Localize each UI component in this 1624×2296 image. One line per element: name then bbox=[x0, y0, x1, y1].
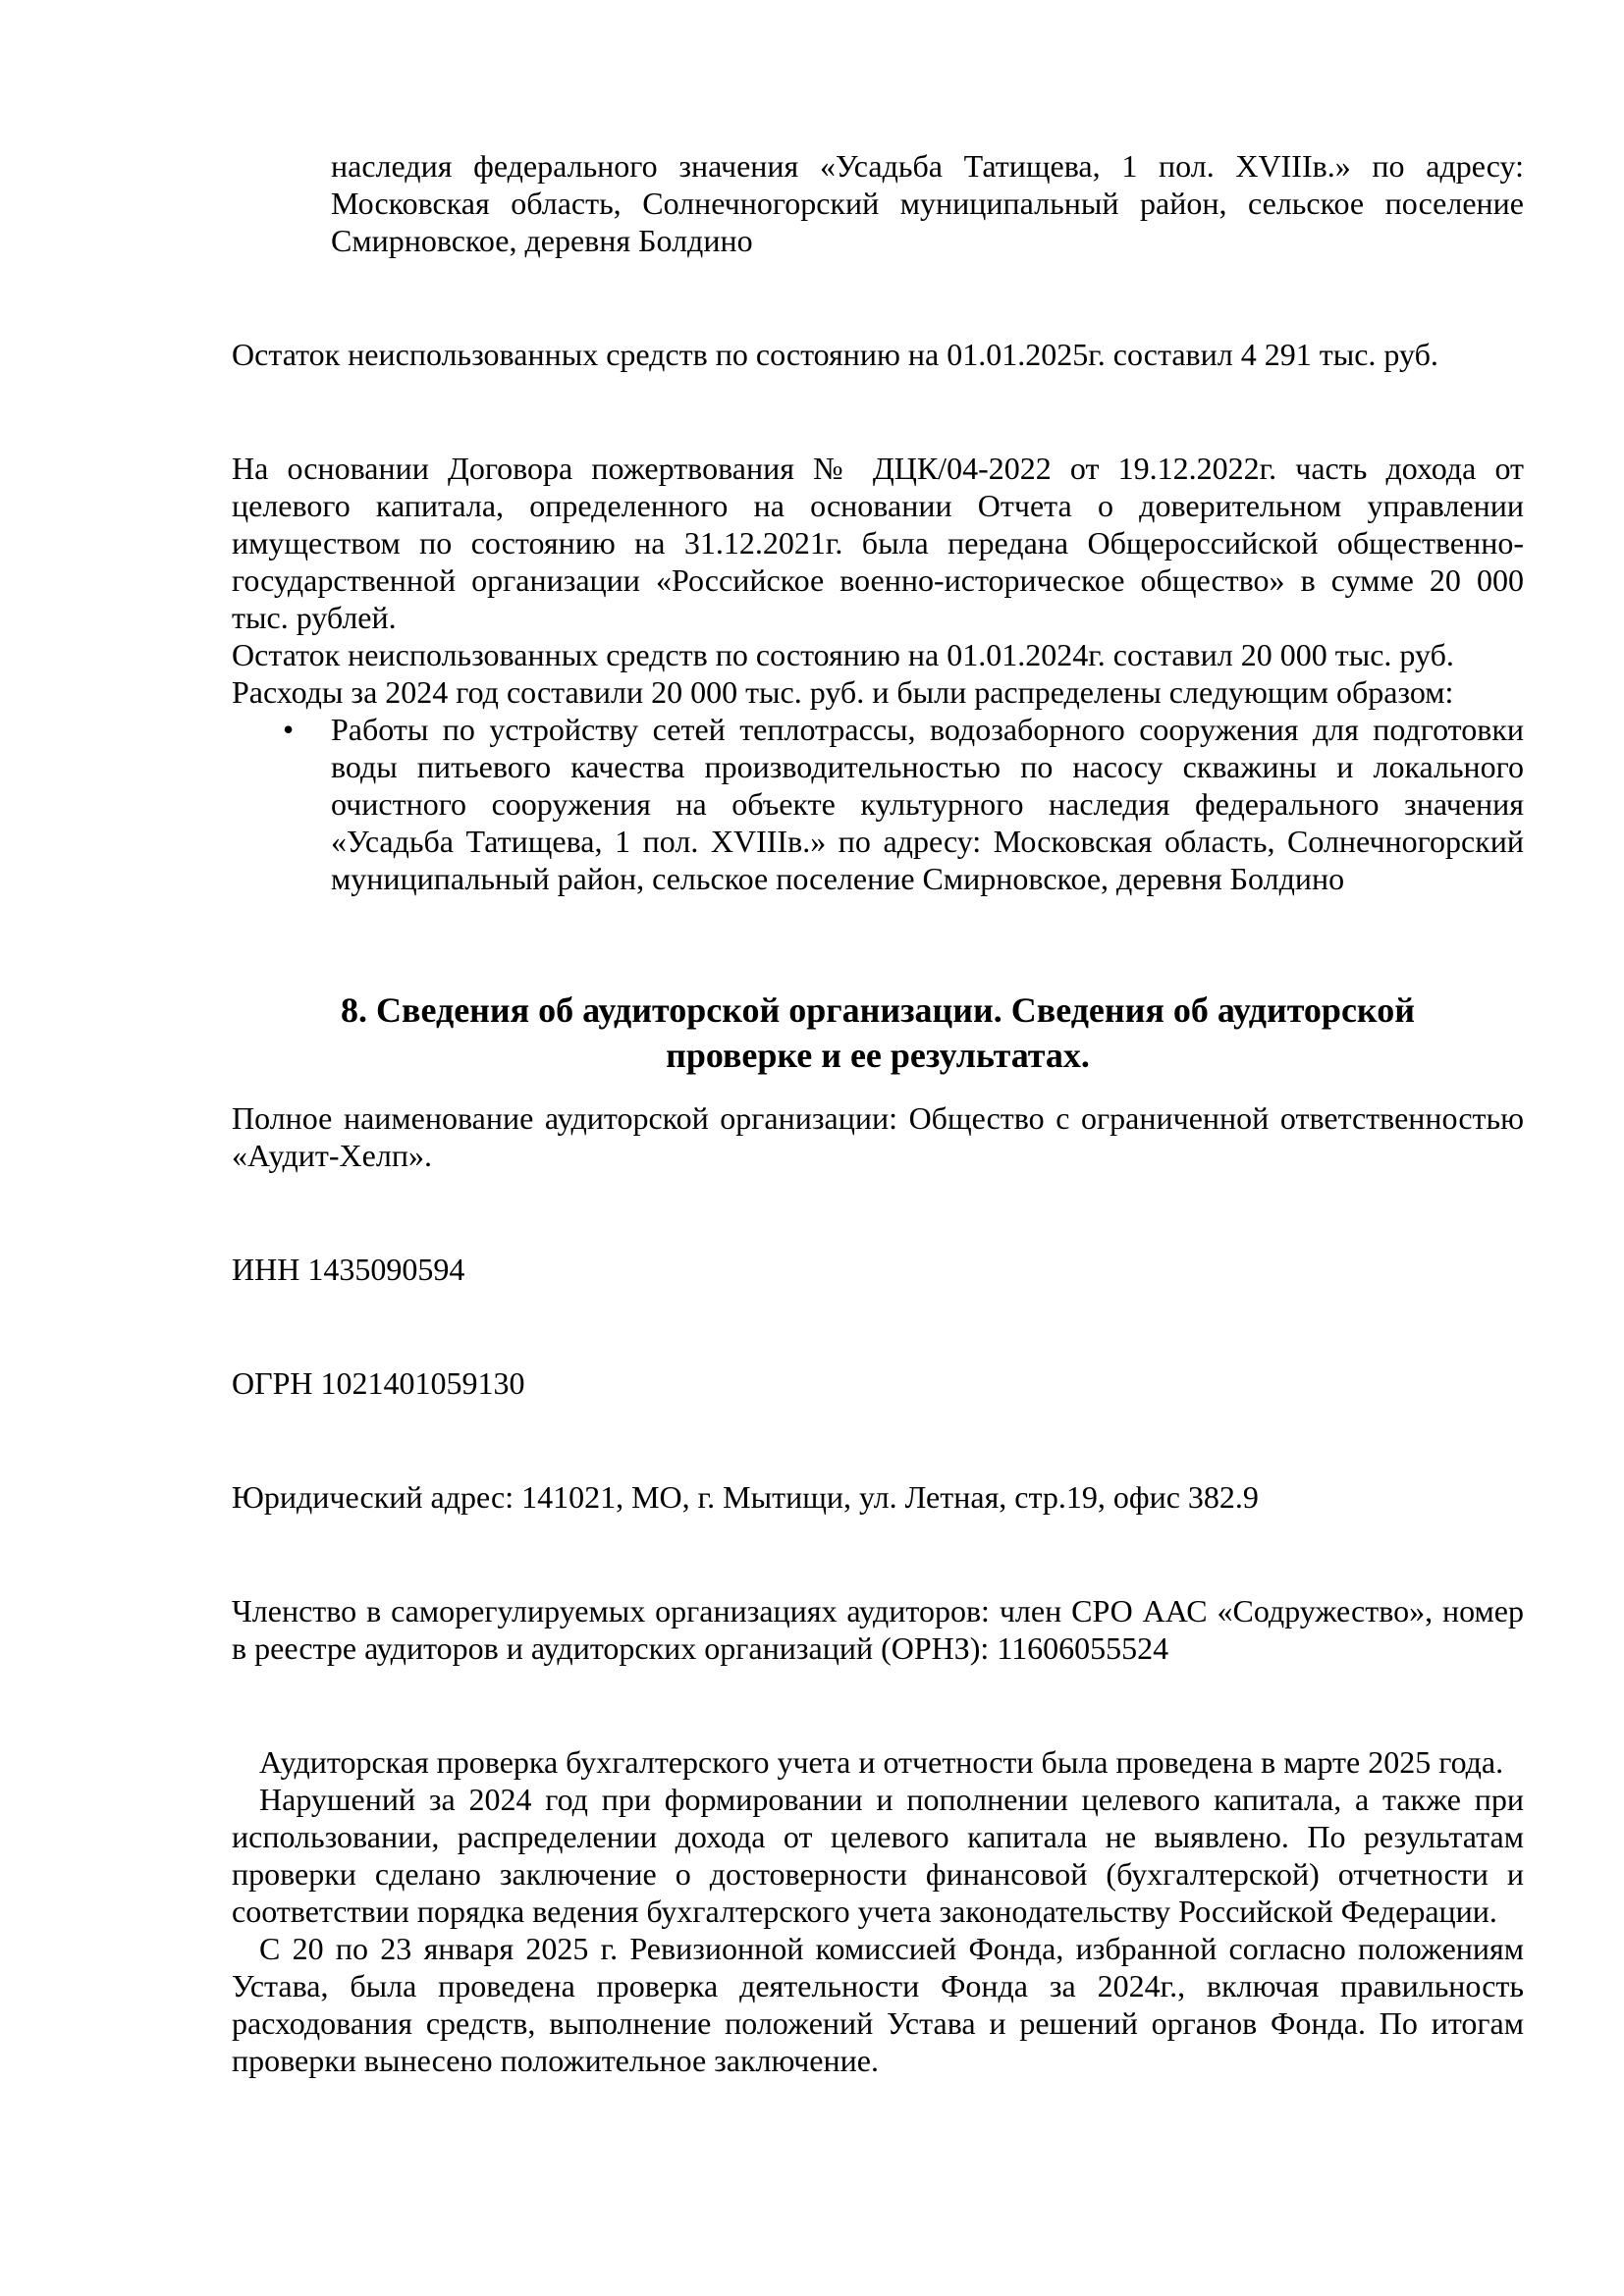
expenses-list bbox=[232, 711, 1524, 897]
list-item bbox=[232, 711, 1524, 897]
balance-2025-paragraph: Остаток неиспользованных средств по состоянию на 01.01.2025г. составил 4 291 тыс. руб. bbox=[232, 337, 1438, 372]
revision-paragraph: С 20 по 23 января 2025 г. Ревизионной комиссией Фонда, избранной согласно положениям Устава, была проведена проверка деятельности Фонда за 2024г., включая правильность расходования средств, выполнение положений Устава и решений органов Фонда. По итогам проверки вынесено положительное заключение. bbox=[232, 1931, 1524, 2078]
list-item-text: Работы по устройству сетей теплотрассы, водозаборного сооружения для подготовки воды питьевого качества производительностью по насосу скважины и локального очистного сооружения на объекте культурного наследия федерального значения «Усадьба Татищева, 1 пол. XVIIIв.» по адресу: Московская область, Солнечногорский муниципальный район, сельское поселение Смирновское, деревня Болдино bbox=[331, 712, 1524, 896]
auditor-full-name-paragraph: Полное наименование аудиторской организации: Общество с ограниченной ответственностью «Аудит-Хелп». bbox=[232, 1100, 1524, 1173]
auditor-membership-paragraph: Членство в саморегулируемых организациях аудиторов: член СРО ААС «Содружество», номер в реестре аудиторов и аудиторских организаций (ОРНЗ): 11606055524 bbox=[232, 1593, 1524, 1666]
balance-2024-paragraph: Остаток неиспользованных средств по состоянию на 01.01.2024г. составил 20 000 тыс. руб. bbox=[232, 637, 1454, 672]
auditor-inn: ИНН 1435090594 bbox=[232, 1252, 465, 1287]
section-8-heading bbox=[232, 988, 1524, 1078]
section-8-heading-line-1: 8. Сведения об аудиторской организации. Сведения об аудиторской bbox=[341, 990, 1415, 1030]
auditor-address: Юридический адрес: 141021, МО, г. Мытищи, ул. Летная, стр.19, офис 382.9 bbox=[232, 1479, 1259, 1515]
document-page bbox=[232, 147, 1524, 2079]
intro-continuation-paragraph: наследия федерального значения «Усадьба Татищева, 1 пол. XVIIIв.» по адресу: Московская область, Солнечногорский муниципальный район, сельское поселение Смирновское, деревня Болдино bbox=[331, 148, 1524, 258]
bullet-icon: • bbox=[283, 712, 295, 747]
section-8-heading-line-2: проверке и ее результатах. bbox=[666, 1036, 1090, 1075]
donation-paragraph: На основании Договора пожертвования № ДЦК/04-2022 от 19.12.2022г. часть дохода от целевого капитала, определенного на основании Отчета о доверительном управлении имуществом по состоянию на 31.12.2021г. была передана Общероссийской общественно-государственной организации «Российское военно-историческое общество» в сумме 20 000 тыс. рублей. bbox=[232, 451, 1524, 635]
no-violations-paragraph: Нарушений за 2024 год при формировании и пополнении целевого капитала, а также при использовании, распределении дохода от целевого капитала не выявлено. По результатам проверки сделано заключение о достоверности финансовой (бухгалтерской) отчетности и соответствии порядка ведения бухгалтерского учета законодательству Российской Федерации. bbox=[232, 1782, 1524, 1929]
audit-done-paragraph: Аудиторская проверка бухгалтерского учета и отчетности была проведена в марте 2025 года. bbox=[259, 1744, 1504, 1780]
expenses-paragraph: Расходы за 2024 год составили 20 000 тыс. руб. и были распределены следующим образом: bbox=[232, 674, 1454, 710]
auditor-ogrn: ОГРН 1021401059130 bbox=[232, 1365, 525, 1401]
